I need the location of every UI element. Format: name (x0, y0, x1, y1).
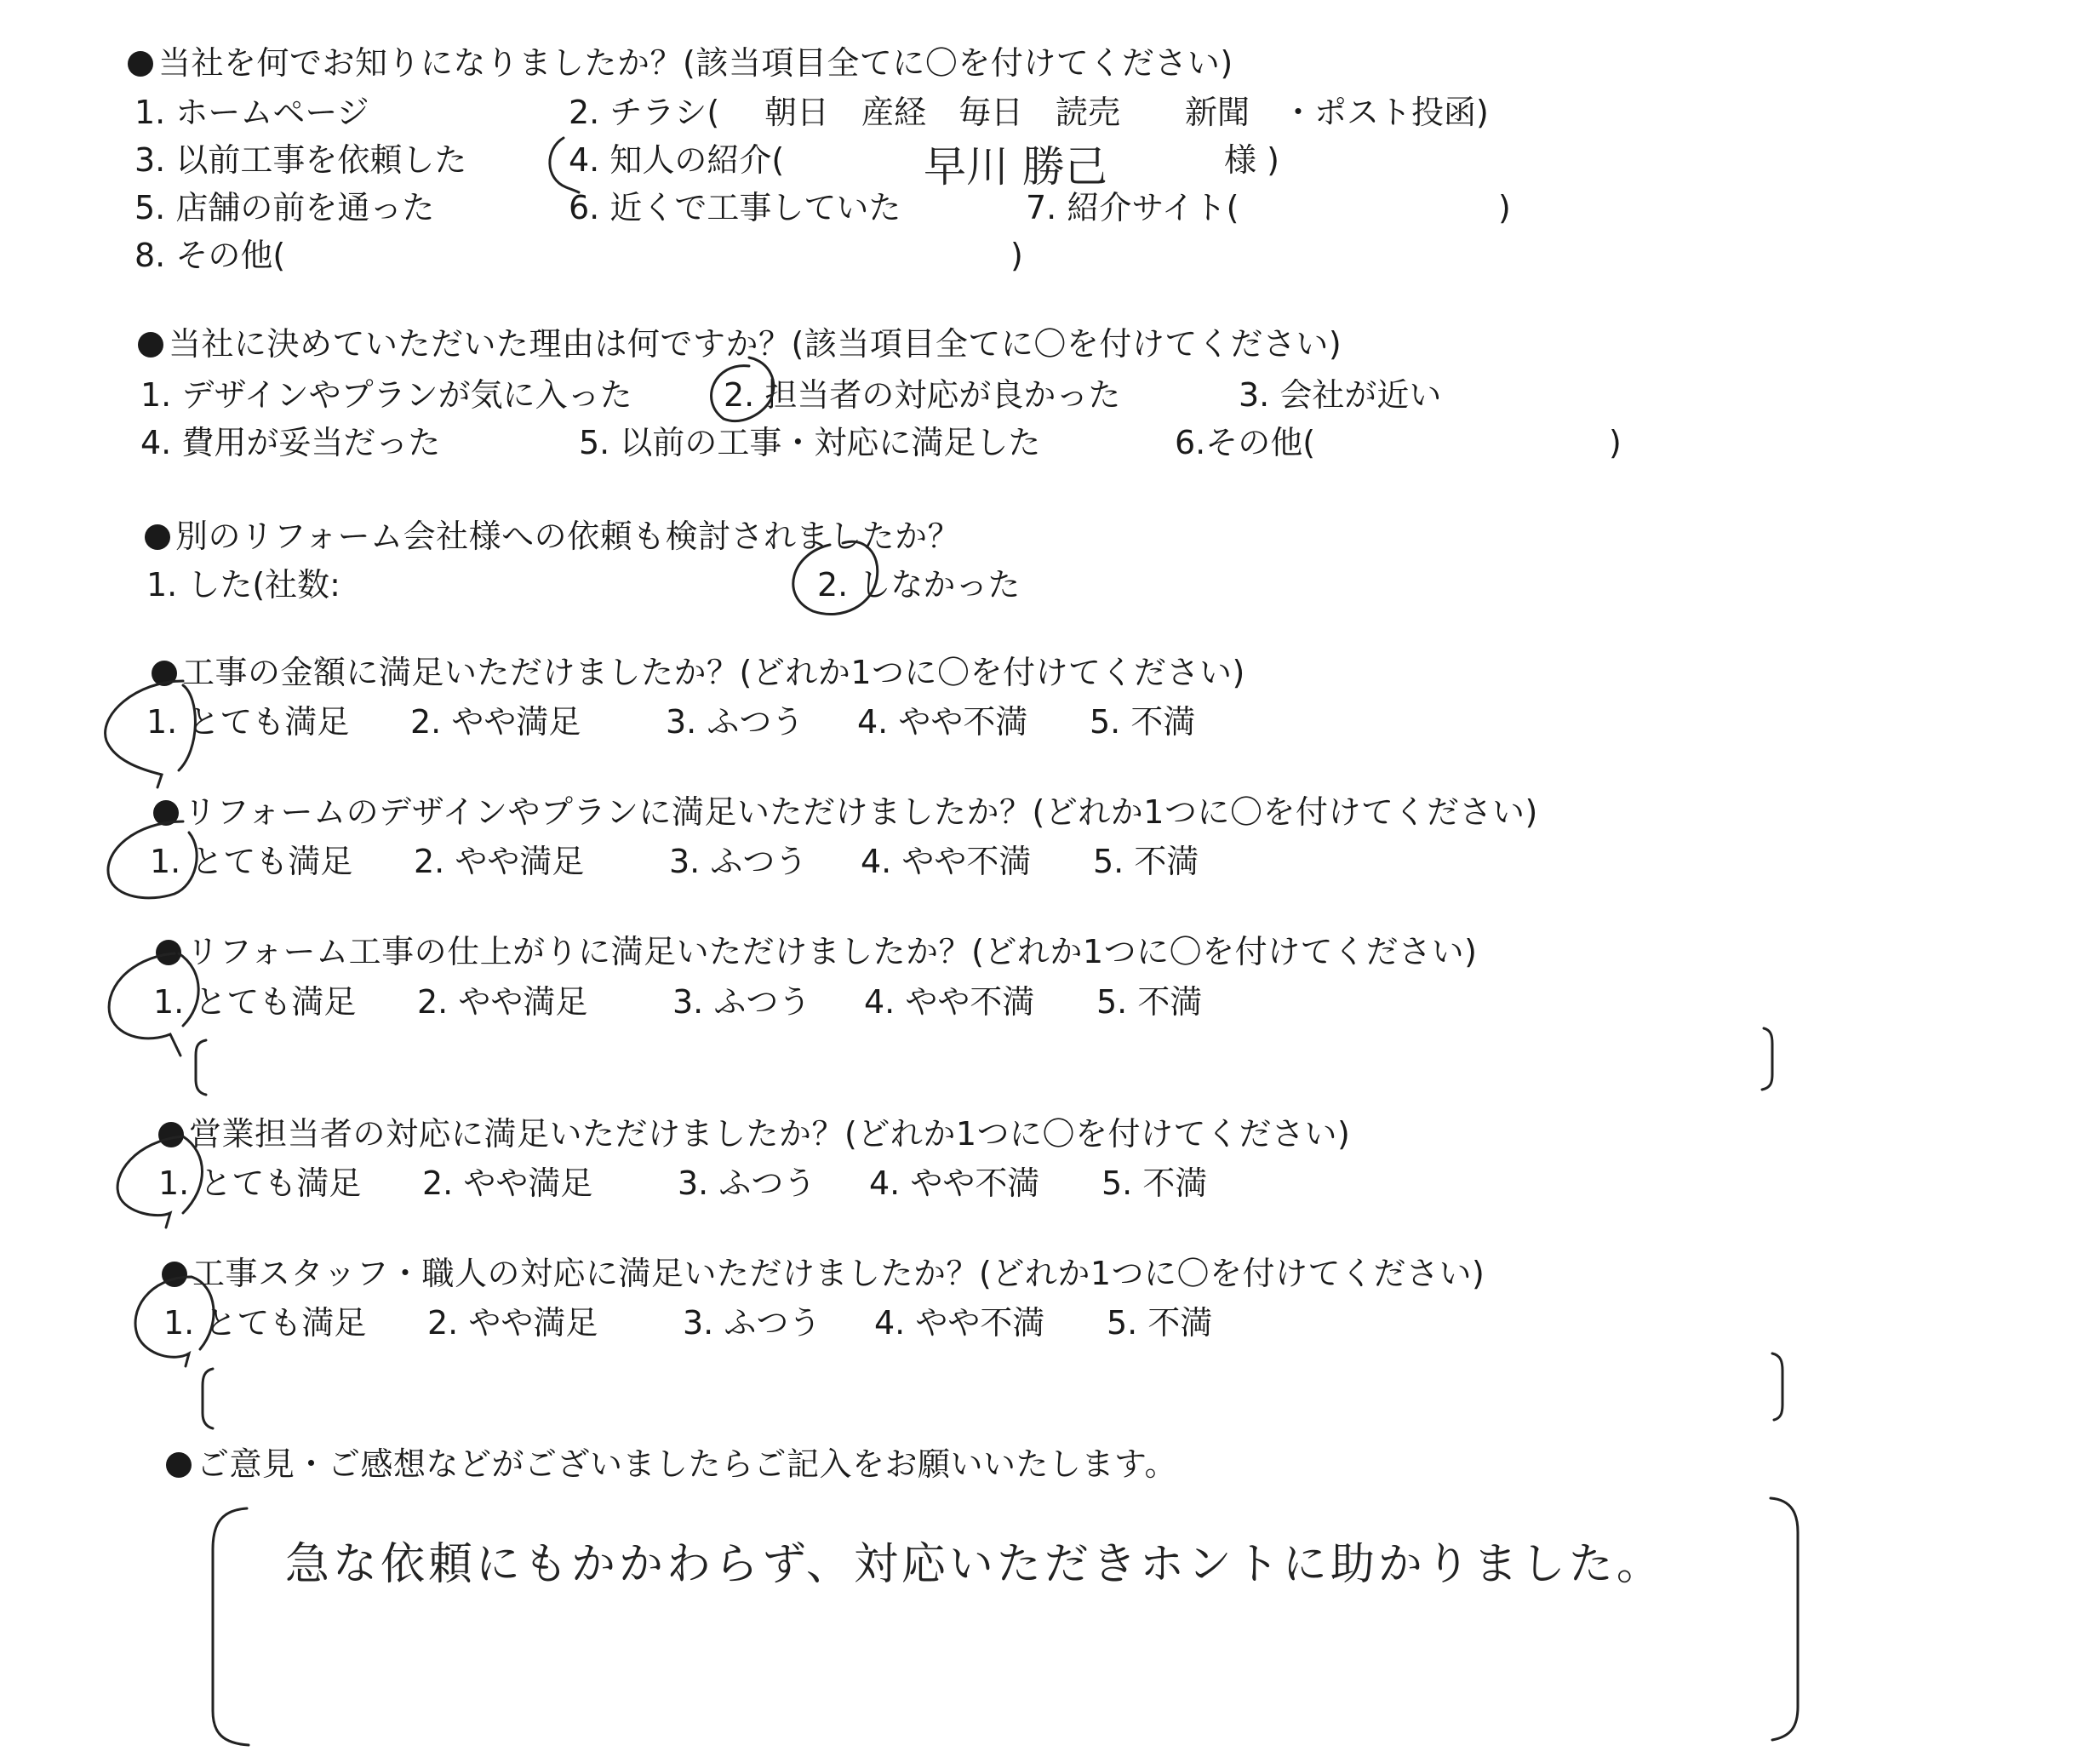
q3-heading: 別のリフォーム会社様への依頼も検討されましたか？ (145, 518, 960, 555)
q1-option-4[interactable]: 4. 知人の紹介( (569, 141, 785, 179)
q8-option-1[interactable]: 1. とても満足 (163, 1304, 367, 1342)
bracket-left (196, 1040, 206, 1095)
q1-option-2[interactable]: 2. チラシ( (569, 94, 720, 131)
q2-option-4[interactable]: 4. 費用が妥当だった (140, 424, 441, 461)
q7-option-2[interactable]: 2. やや満足 (422, 1164, 593, 1202)
q4-option-5[interactable]: 5. 不満 (1090, 703, 1196, 741)
q8-option-5[interactable]: 5. 不満 (1107, 1304, 1213, 1342)
bullet-icon (156, 940, 181, 965)
q4-heading: 工事の金額に満足いただけましたか？(どれか1つに〇を付けてください) (152, 654, 1245, 691)
bracket-right (1762, 1028, 1772, 1090)
bullet-icon (152, 661, 177, 686)
comments-handwritten-text: 急な依頼にもかかわらず、対応いただきホントに助かりました。 (285, 1539, 1664, 1590)
q6-heading: リフォーム工事の仕上がりに満足いただけましたか？(どれか1つに〇を付けてください) (156, 933, 1477, 970)
q2-option-5[interactable]: 5. 以前の工事・対応に満足した (579, 424, 1041, 461)
q7-option-3[interactable]: 3. ふつう (678, 1164, 816, 1202)
q1-option-4-suffix: 様 ) (1224, 141, 1279, 179)
q1-option-1[interactable]: 1. ホームページ (134, 94, 369, 131)
q1-option-2-papers: 朝日 産経 毎日 読売 新聞 ・ポスト投函) (764, 94, 1489, 131)
q5-option-2[interactable]: 2. やや満足 (414, 843, 585, 880)
q2-option-3[interactable]: 3. 会社が近い (1239, 376, 1442, 414)
bullet-icon (153, 800, 179, 826)
q6-option-5[interactable]: 5. 不満 (1096, 983, 1203, 1021)
q3-option-2[interactable]: 2. しなかった (817, 566, 1021, 604)
q4-option-4[interactable]: 4. やや不満 (857, 703, 1028, 741)
q2-option-6[interactable]: 6.その他( (1175, 424, 1316, 461)
q1-option-7-close: ) (1498, 189, 1511, 226)
q1-option-4-name: 早川 勝己 (924, 142, 1107, 192)
comments-heading: ご意見・ご感想などがございましたらご記入をお願いいたします。 (166, 1445, 1177, 1483)
q4-option-1[interactable]: 1. とても満足 (146, 703, 350, 741)
bullet-icon (158, 1122, 184, 1147)
bracket-left (213, 1508, 249, 1745)
q4-option-2[interactable]: 2. やや満足 (410, 703, 581, 741)
q1-option-5[interactable]: 5. 店舗の前を通った (134, 189, 435, 226)
q5-option-1[interactable]: 1. とても満足 (150, 843, 353, 880)
q5-option-5[interactable]: 5. 不満 (1093, 843, 1199, 880)
q8-option-2[interactable]: 2. やや満足 (427, 1304, 598, 1342)
q6-option-2[interactable]: 2. やや満足 (417, 983, 588, 1021)
q2-option-1[interactable]: 1. デザインやプランが気に入った (140, 376, 632, 414)
bracket-right (1771, 1498, 1798, 1740)
q8-option-3[interactable]: 3. ふつう (683, 1304, 821, 1342)
q7-option-1[interactable]: 1. とても満足 (158, 1164, 362, 1202)
bullet-icon (128, 51, 153, 77)
q1-option-8-close: ) (1010, 237, 1023, 274)
q6-option-3[interactable]: 3. ふつう (672, 983, 811, 1021)
q5-option-4[interactable]: 4. やや不満 (861, 843, 1032, 880)
bullet-icon (138, 332, 163, 358)
q8-option-4[interactable]: 4. やや不満 (874, 1304, 1045, 1342)
q7-option-5[interactable]: 5. 不満 (1101, 1164, 1208, 1202)
q7-option-4[interactable]: 4. やや不満 (869, 1164, 1040, 1202)
q1-option-7[interactable]: 7. 紹介サイト( (1026, 189, 1239, 226)
q2-option-6-close: ) (1609, 424, 1622, 461)
q6-option-4[interactable]: 4. やや不満 (864, 983, 1035, 1021)
bullet-icon (162, 1262, 187, 1287)
bracket-left (203, 1369, 213, 1428)
q3-option-1[interactable]: 1. した(社数: (146, 566, 340, 604)
q4-option-3[interactable]: 3. ふつう (666, 703, 804, 741)
bullet-icon (166, 1452, 192, 1478)
q5-option-3[interactable]: 3. ふつう (669, 843, 808, 880)
q1-option-3[interactable]: 3. 以前工事を依頼した (134, 141, 467, 179)
q7-heading: 営業担当者の対応に満足いただけましたか？(どれか1つに〇を付けてください) (158, 1115, 1350, 1153)
bullet-icon (145, 524, 170, 550)
q1-heading: 当社を何でお知りになりましたか？(該当項目全てに〇を付けてください) (128, 44, 1233, 82)
q8-heading: 工事スタッフ・職人の対応に満足いただけましたか？(どれか1つに〇を付けてください) (162, 1255, 1485, 1292)
q6-option-1[interactable]: 1. とても満足 (153, 983, 357, 1021)
q2-heading: 当社に決めていただいた理由は何ですか？(該当項目全てに〇を付けてください) (138, 325, 1342, 363)
q1-option-6[interactable]: 6. 近くで工事していた (569, 189, 901, 226)
q1-option-8[interactable]: 8. その他( (134, 237, 286, 274)
q5-heading: リフォームのデザインやプランに満足いただけましたか？(どれか1つに〇を付けてください) (153, 793, 1538, 831)
bracket-right (1772, 1353, 1782, 1420)
q2-option-2[interactable]: 2. 担当者の対応が良かった (724, 376, 1121, 414)
